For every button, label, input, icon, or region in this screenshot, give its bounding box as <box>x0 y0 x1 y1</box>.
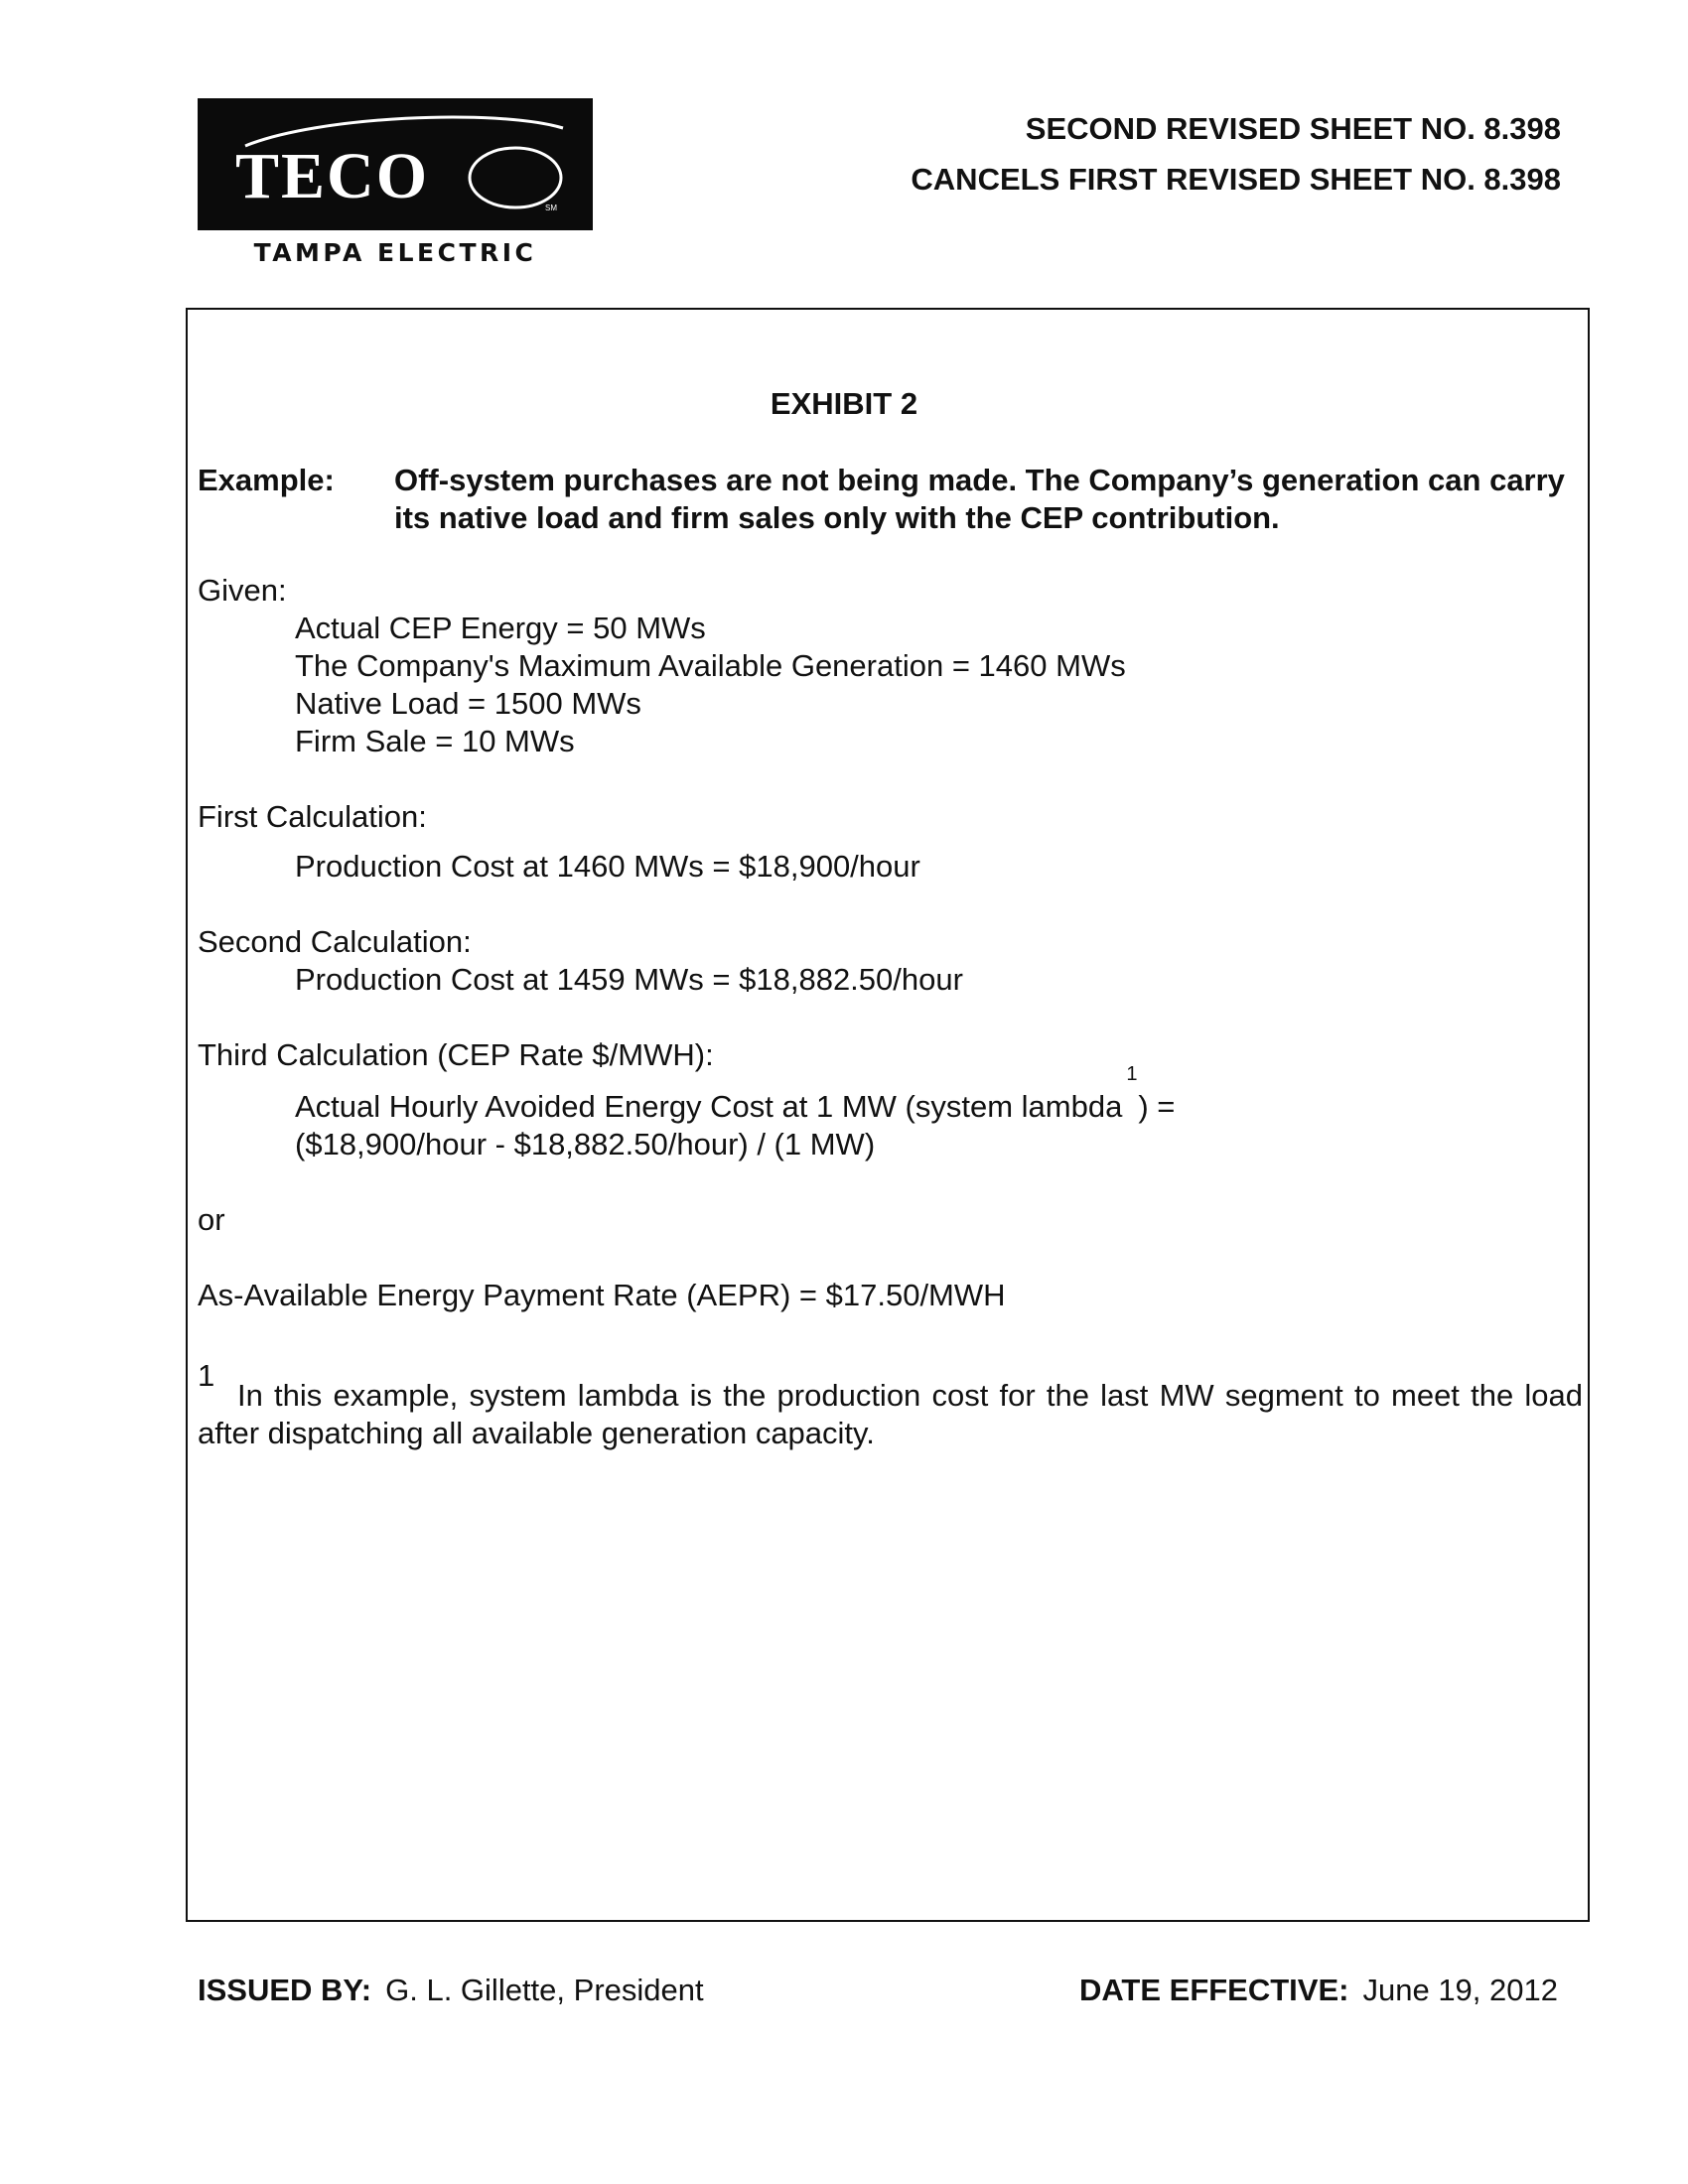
exhibit-title: EXHIBIT 2 <box>770 386 918 421</box>
third-calc-label: Third Calculation (CEP Rate $/MWH): <box>198 1037 714 1072</box>
logo-wordmark: TECO <box>235 140 430 212</box>
date-effective <box>1079 1973 1558 2008</box>
issued-by-value: G. L. Gillette, President <box>385 1973 704 2007</box>
third-calc-line-1 <box>295 1063 1176 1125</box>
example-text: Off-system purchases are not being made. The Company’s generation can carry its native load and firm sales only with the CEP contribution. <box>394 463 1565 535</box>
second-calc-label: Second Calculation: <box>198 924 472 959</box>
footnote-text: In this example, system lambda is the production cost for the last MW segment to meet the load after dispatching all available generation capacity. <box>198 1378 1583 1450</box>
first-calc-text: Production Cost at 1460 MWs = $18,900/hour <box>295 849 920 884</box>
footnote-number: 1 <box>198 1358 215 1393</box>
given-label: Given: <box>198 573 287 608</box>
third-calc-line-1-text: Actual Hourly Avoided Energy Cost at 1 MW (system lambda <box>295 1089 1123 1124</box>
given-item: The Company's Maximum Available Generation = 1460 MWs <box>295 648 1126 683</box>
teco-logo <box>198 98 593 230</box>
third-calc-line-2: ($18,900/hour - $18,882.50/hour) / (1 MW) <box>295 1127 876 1161</box>
issued-by <box>198 1973 704 2008</box>
given-item: Native Load = 1500 MWs <box>295 686 641 721</box>
teco-logo-swoosh <box>198 98 593 230</box>
example-label: Example: <box>198 463 335 497</box>
date-effective-value: June 19, 2012 <box>1362 1973 1558 2007</box>
date-effective-label: DATE EFFECTIVE: <box>1078 1973 1349 2007</box>
or-text: or <box>198 1202 225 1237</box>
given-item: Actual CEP Energy = 50 MWs <box>295 611 706 645</box>
service-mark: SM <box>545 204 557 212</box>
first-calc-label: First Calculation: <box>198 799 427 834</box>
sheet-number: SECOND REVISED SHEET NO. 8.398 <box>1025 111 1561 146</box>
sheet-cancels: CANCELS FIRST REVISED SHEET NO. 8.398 <box>911 162 1561 197</box>
given-item: Firm Sale = 10 MWs <box>295 724 575 758</box>
aepr-text: As-Available Energy Payment Rate (AEPR) = $17.50/MWH <box>198 1278 1006 1312</box>
second-calc-text: Production Cost at 1459 MWs = $18,882.50/hour <box>295 962 963 997</box>
footnote-reference: 1 <box>1126 1063 1138 1085</box>
issued-by-label: ISSUED BY: <box>198 1973 372 2007</box>
third-calc-line-1-end: ) = <box>1138 1089 1176 1124</box>
company-name: TAMPA ELECTRIC <box>253 238 537 267</box>
